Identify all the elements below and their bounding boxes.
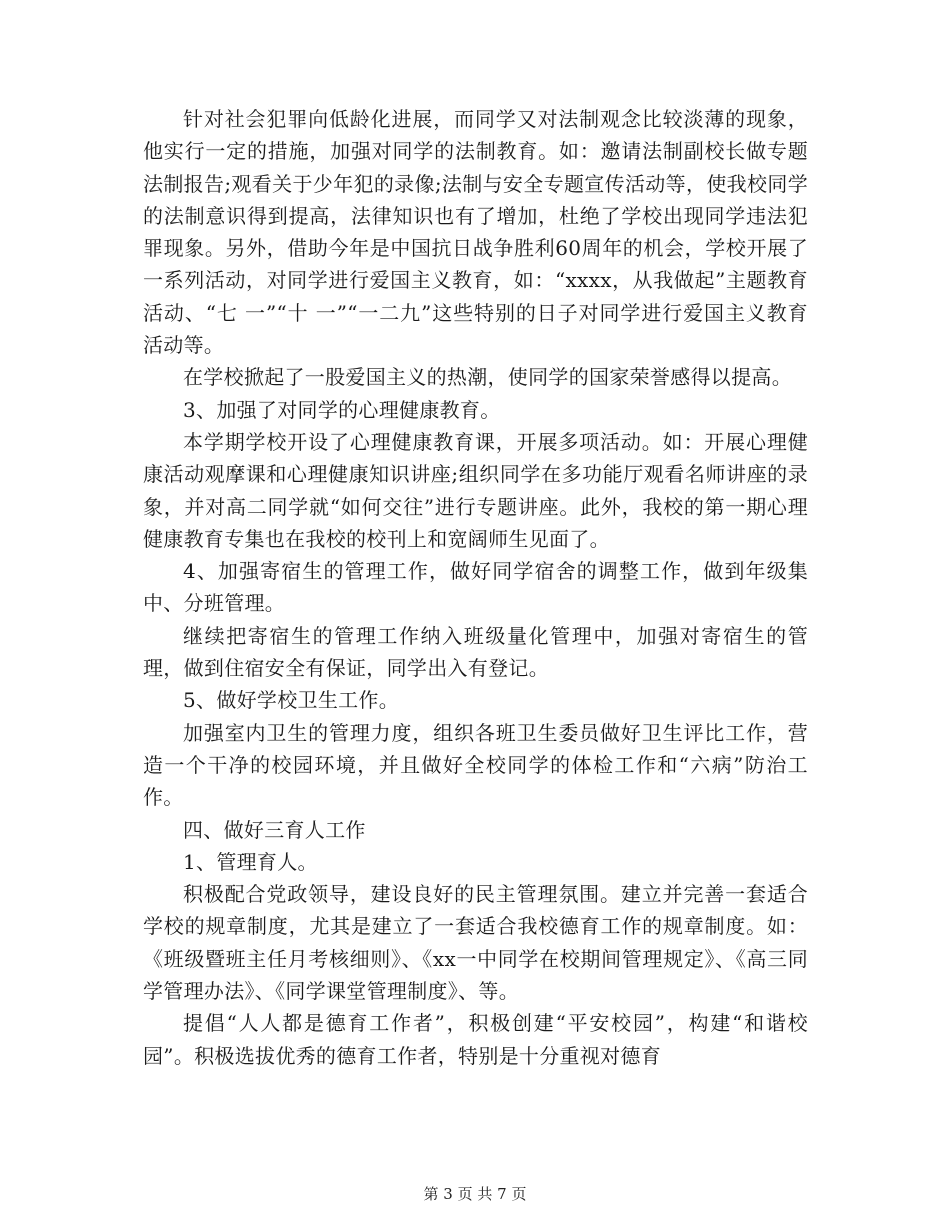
paragraph: 在学校掀起了一股爱国主义的热潮，使同学的国家荣誉感得以提高。	[183, 365, 792, 390]
paragraph: 本学期学校开设了心理健康教育课，开展多项活动。如：开展心理健康活动观摩课和心理健康知识讲座;组织同学在多功能厅观看名师讲座的录象，并对高二同学就“如何交往”进行专题讲座。此外，我校的第一期心理健康教育专集也在我校的校刊上和宽阔师生见面了。	[143, 429, 808, 551]
paragraph: 积极配合党政领导，建设良好的民主管理氛围。建立并完善一套适合学校的规章制度，尤其是建立了一套适合我校德育工作的规章制度。如：《班级暨班主任月考核细则》、《xx一中同学在校期间管理规定》、《高三同学管理办法》、《同学课堂管理制度》、等。	[143, 882, 808, 1004]
paragraph: 针对社会犯罪向低龄化进展，而同学又对法制观念比较淡薄的现象，他实行一定的措施，加强对同学的法制教育。如：邀请法制副校长做专题法制报告;观看关于少年犯的录像;法制与安全专题宣传活动等，使我校同学的法制意识得到提高，法律知识也有了增加，杜绝了学校出现同学违法犯罪现象。另外，借助今年是中国抗日战争胜利60周年的机会，学校开展了一系列活动，对同学进行爱国主义教育，如：“xxxx，从我做起”主题教育活动、“七 一”“十 一”“一二九”这些特别的日子对同学进行爱国主义教育活动等。	[143, 107, 808, 358]
chapter-heading: 四、做好三育人工作	[183, 817, 366, 842]
section-heading: 5、做好学校卫生工作。	[183, 688, 400, 713]
document-body	[143, 103, 808, 1072]
section-heading: 4、加强寄宿生的管理工作，做好同学宿舍的调整工作，做到年级集中、分班管理。	[143, 559, 808, 616]
section-heading: 3、加强了对同学的心理健康教育。	[183, 397, 501, 422]
paragraph: 提倡“人人都是德育工作者”，积极创建“平安校园”，构建“和谐校园”。积极选拔优秀的德育工作者，特别是十分重视对德育	[143, 1011, 808, 1068]
paragraph: 继续把寄宿生的管理工作纳入班级量化管理中，加强对寄宿生的管理，做到住宿安全有保证，同学出入有登记。	[143, 623, 808, 681]
section-heading: 1、管理育人。	[183, 849, 318, 874]
page-number-footer: 第 3 页 共 7 页	[423, 1185, 527, 1203]
paragraph: 加强室内卫生的管理力度，组织各班卫生委员做好卫生评比工作，营造一个干净的校园环境，并且做好全校同学的体检工作和“六病”防治工作。	[143, 720, 808, 810]
